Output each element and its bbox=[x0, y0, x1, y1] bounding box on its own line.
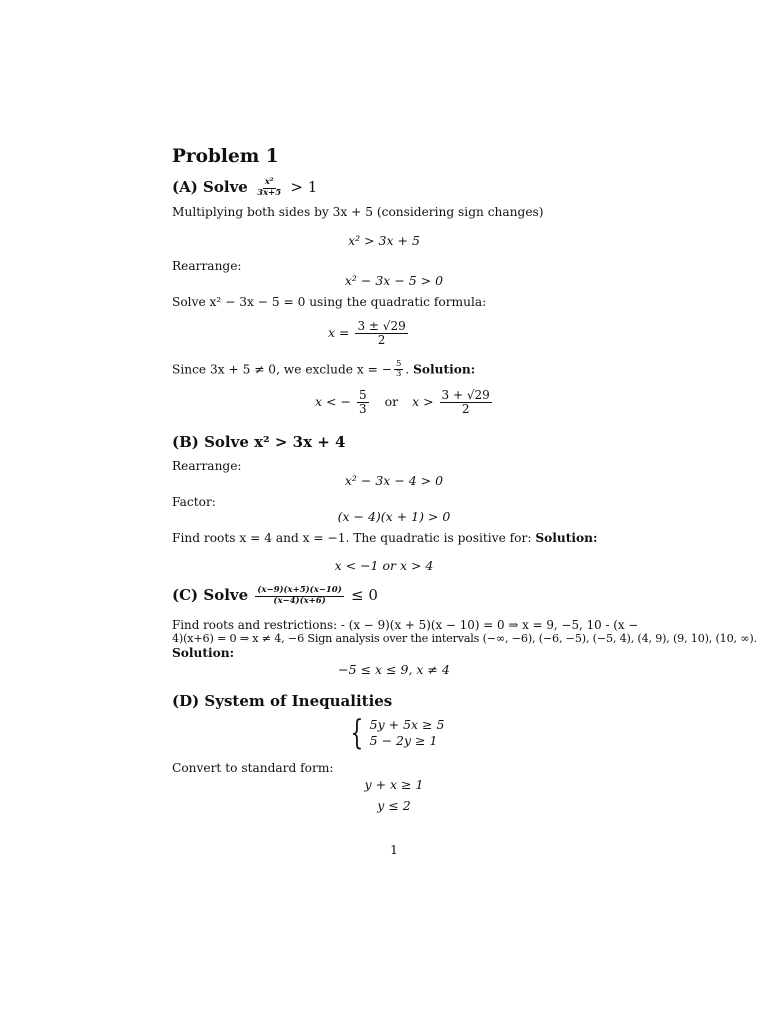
part-a-quadratic-formula bbox=[328, 320, 410, 347]
part-a-inequality-fraction bbox=[255, 178, 283, 198]
problem-title: Problem 1 bbox=[172, 146, 279, 167]
part-a-ineq-rhs: > 1 bbox=[290, 178, 318, 196]
part-a-line1: Multiplying both sides by 3x + 5 (considering sign changes) bbox=[172, 205, 544, 219]
part-a-sol-numerator2: 3 + √29 bbox=[441, 388, 490, 402]
part-a-sol-lhs2: x > bbox=[412, 394, 434, 410]
part-c-solution: −5 ≤ x ≤ 9, x ≠ 4 bbox=[338, 662, 450, 677]
part-c-ineq-rhs: ≤ 0 bbox=[350, 586, 378, 604]
part-a-eq3-denominator: 2 bbox=[377, 333, 386, 348]
part-c-ineq-denominator: (x−4)(x+6) bbox=[273, 595, 326, 606]
part-c-line2: 4)(x+6) = 0 ⇒ x ≠ 4, −6 Sign analysis over the intervals (−∞, −6), (−6, −5), (−5, 4), (4, 9), (9, 10), (10, ∞). bbox=[172, 632, 757, 645]
part-a-sol-denominator2: 2 bbox=[461, 402, 470, 417]
part-d-system bbox=[346, 713, 445, 753]
part-a-sol-denominator1: 3 bbox=[358, 402, 367, 417]
part-a-line3-fraction bbox=[394, 360, 403, 380]
part-a-line3-denominator: 3 bbox=[395, 369, 402, 380]
part-b-solution: x < −1 or x > 4 bbox=[334, 558, 434, 573]
part-d-eq1: y + x ≥ 1 bbox=[364, 777, 424, 792]
part-a-ineq-numerator: x² bbox=[264, 177, 274, 188]
part-b-solution-label: Solution: bbox=[535, 531, 598, 545]
part-b-heading: (B) Solve x² > 3x + 4 bbox=[172, 433, 346, 451]
part-a-line3-post: . bbox=[405, 362, 410, 377]
part-a-solution-label: Solution: bbox=[413, 362, 476, 377]
part-a-solution bbox=[315, 389, 494, 416]
part-c-inequality-fraction bbox=[255, 586, 343, 606]
part-b-eq1: x² − 3x − 4 > 0 bbox=[344, 473, 444, 488]
part-a-sol-lhs1: x < − bbox=[315, 394, 351, 410]
part-b-line1 bbox=[172, 531, 598, 545]
part-a-heading-label: (A) Solve bbox=[172, 178, 248, 196]
part-a-line3-pre: Since 3x + 5 ≠ 0, we exclude x = − bbox=[172, 362, 392, 377]
part-c-heading-label: (C) Solve bbox=[172, 586, 249, 604]
page-number: 1 bbox=[390, 843, 398, 857]
part-a-sol-numerator1: 5 bbox=[358, 388, 367, 402]
part-a-line2: Solve x² − 3x − 5 = 0 using the quadratic formula: bbox=[172, 295, 487, 309]
part-d-system-line1: 5y + 5x ≥ 5 bbox=[369, 717, 445, 732]
part-b-eq2: (x − 4)(x + 1) > 0 bbox=[337, 509, 451, 524]
part-b-rearrange: Rearrange: bbox=[172, 459, 242, 473]
part-a-sol-or: or bbox=[384, 394, 399, 410]
part-c-solution-label: Solution: bbox=[172, 646, 235, 660]
part-a-heading bbox=[172, 178, 317, 198]
part-d-convert: Convert to standard form: bbox=[172, 761, 334, 775]
part-a-sol-fraction1 bbox=[357, 389, 369, 416]
part-a-line3 bbox=[172, 360, 475, 380]
part-a-sol-fraction2 bbox=[440, 389, 492, 416]
part-a-eq3-numerator: 3 ± √29 bbox=[357, 319, 406, 333]
part-c-heading bbox=[172, 586, 378, 606]
part-c-ineq-numerator: (x−9)(x+5)(x−10) bbox=[257, 585, 342, 596]
left-brace-icon: { bbox=[350, 713, 364, 753]
part-a-rearrange: Rearrange: bbox=[172, 259, 242, 273]
part-d-heading: (D) System of Inequalities bbox=[172, 692, 393, 710]
part-d-eq2: y ≤ 2 bbox=[377, 798, 411, 813]
part-a-line3-numerator: 5 bbox=[395, 359, 402, 369]
part-c-line1: Find roots and restrictions: - (x − 9)(x + 5)(x − 10) = 0 ⇒ x = 9, −5, 10 - (x − bbox=[172, 618, 639, 632]
part-b-factor: Factor: bbox=[172, 495, 216, 509]
part-a-eq1: x² > 3x + 5 bbox=[348, 233, 420, 248]
part-a-eq3-fraction bbox=[355, 320, 407, 347]
part-d-system-line2: 5 − 2y ≥ 1 bbox=[369, 733, 438, 748]
part-a-eq2: x² − 3x − 5 > 0 bbox=[344, 273, 444, 288]
part-a-ineq-denominator: 3x+5 bbox=[257, 187, 282, 198]
part-a-eq3-lhs: x = bbox=[328, 325, 350, 341]
part-b-line1-text: Find roots x = 4 and x = −1. The quadratic is positive for: bbox=[172, 531, 532, 545]
